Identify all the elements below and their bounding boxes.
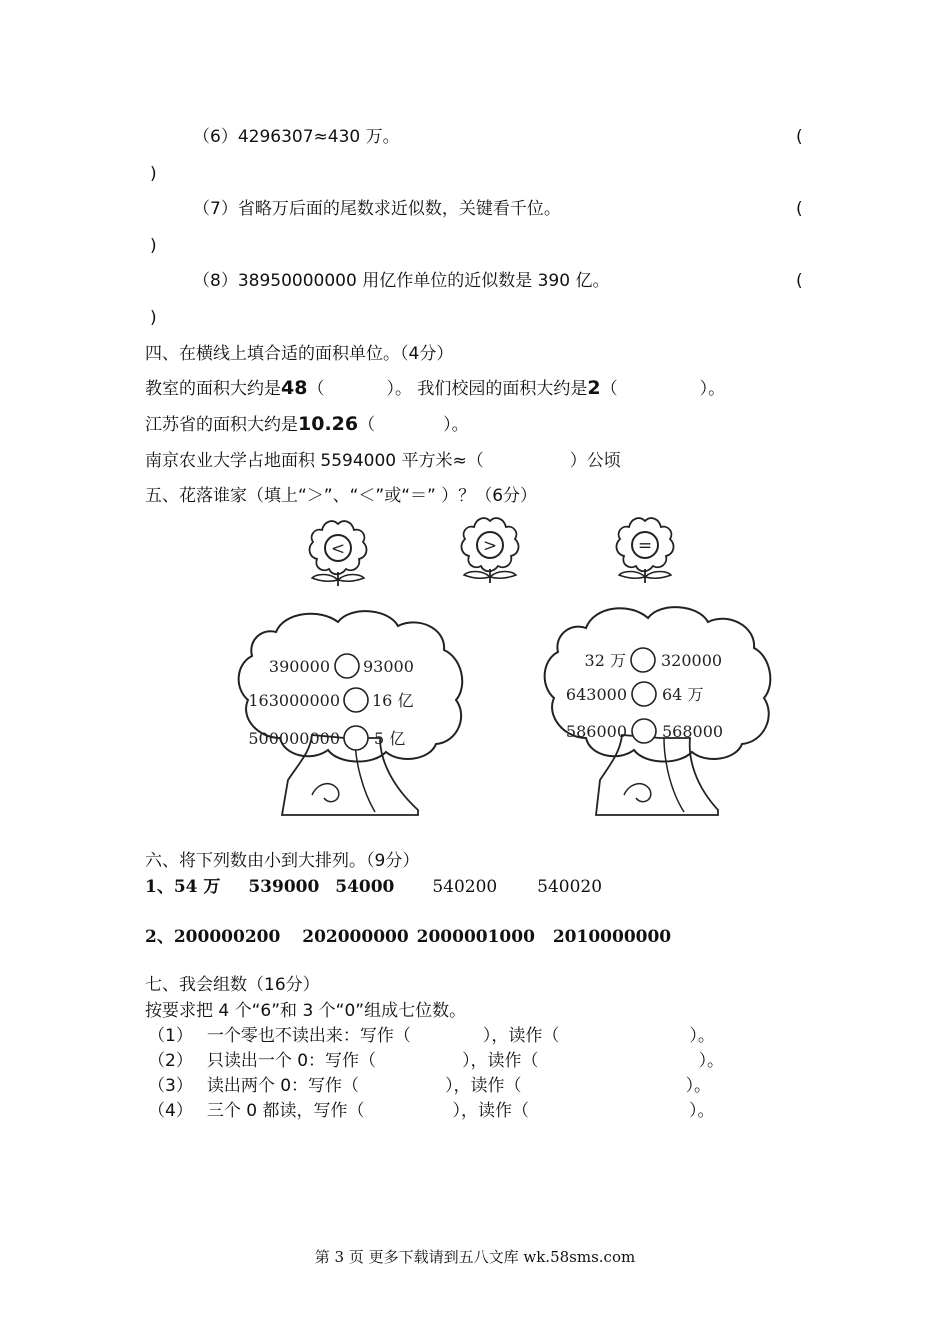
right-compare-3-circle[interactable] (632, 719, 656, 743)
judge-8-open-paren: ( (796, 271, 803, 291)
judge-7-close-paren: ) (150, 236, 157, 256)
jiangsu-text: 江苏省的面积大约是 (145, 415, 298, 435)
order-row-1-num: 540200 (432, 877, 498, 897)
compose-item-3 (148, 1074, 711, 1098)
judge-8-close-paren: ) (150, 308, 157, 328)
right-compare-3-b: 568000 (662, 722, 724, 741)
order-row-2-num: 200000200 (173, 927, 281, 947)
classroom-text: 教室的面积大约是 (145, 379, 281, 399)
section-7-title: 七、我会组数（16分） (145, 975, 320, 995)
left-compare-2-a: 163000000 (248, 691, 340, 710)
item-number: （2） (148, 1051, 193, 1071)
campus-text: ）。 我们校园的面积大约是 (386, 379, 588, 399)
compose-item-2 (148, 1049, 724, 1073)
item-text: 只读出一个 0：写作（ (206, 1051, 377, 1071)
left-compare-1-b: 93000 (363, 657, 414, 676)
right-compare-1-b: 320000 (661, 651, 723, 670)
flower-symbol-equal: = (637, 536, 653, 556)
judge-item-7: （7）省略万后面的尾数求近似数，关键看千位。 (193, 199, 561, 219)
flower-less-than[interactable] (310, 521, 367, 586)
section-6-title: 六、将下列数由小到大排列。（9分） (145, 851, 420, 871)
item-mid: ），读作（ (445, 1076, 522, 1096)
judge-item-6: （6）4296307≈430 万。 (193, 127, 400, 147)
item-end: ）。 (689, 1026, 715, 1046)
item-end: ）。 (698, 1051, 725, 1071)
left-tree (239, 611, 463, 815)
item-number: （4） (148, 1101, 193, 1121)
flower-equal[interactable] (617, 518, 674, 583)
paren-open: （ (358, 415, 376, 435)
order-row-2-label: 2、 (145, 927, 174, 947)
right-tree-trunk (596, 735, 718, 815)
section-4-title: 四、在横线上填合适的面积单位。（4分） (145, 344, 454, 364)
item-text: 一个零也不读出来：写作（ (206, 1026, 411, 1046)
order-row-1-first: 1、54 万 (145, 877, 221, 897)
paren-open: （ (307, 379, 325, 399)
paren-close: ）。 (443, 415, 469, 435)
jiangsu-number: 10.26 (298, 413, 359, 435)
item-mid: ），读作（ (452, 1101, 529, 1121)
paren-open: （ (600, 379, 618, 399)
section-5-title: 五、花落谁家（填上“＞”、“＜”或“＝” ）？（6分） (145, 486, 538, 506)
item-number: （3） (148, 1076, 193, 1096)
judge-6-close-paren: ) (150, 164, 157, 184)
item-number: （1） (148, 1026, 193, 1046)
judge-7-open-paren: ( (796, 199, 803, 219)
item-text: 三个 0 都读，写作（ (206, 1101, 365, 1121)
right-compare-3-a: 586000 (565, 722, 627, 741)
flower-symbol-greater: > (482, 536, 498, 556)
item-end: ）。 (685, 1076, 712, 1096)
page-footer: 第 3 页 更多下载请到五八文库 wk.58sms.com (314, 1248, 636, 1266)
right-compare-1-circle[interactable] (631, 648, 655, 672)
left-compare-2-circle[interactable] (344, 688, 368, 712)
item-mid: ），读作（ (462, 1051, 539, 1071)
right-compare-1-a: 32 万 (584, 651, 626, 670)
right-tree (545, 607, 771, 815)
hectare-text: ）公顷 (569, 451, 621, 471)
order-row-1-num: 539000 (248, 877, 320, 897)
order-row-1-num: 540020 (537, 877, 603, 897)
paren-close: ）。 (699, 379, 726, 399)
left-compare-2-b: 16 亿 (372, 691, 414, 710)
flower-greater-than[interactable] (462, 518, 519, 583)
nanjing-text: 南京农业大学占地面积 5594000 平方米≈（ (145, 451, 484, 471)
classroom-number: 48 (281, 377, 308, 399)
order-row-2-num: 2010000000 (552, 927, 672, 947)
right-compare-2-b: 64 万 (662, 685, 704, 704)
order-row-2-num: 202000000 (302, 927, 409, 947)
campus-number: 2 (587, 377, 601, 399)
item-end: ）。 (688, 1101, 715, 1121)
order-row-2-num: 2000001000 (416, 927, 535, 947)
order-row-1 (145, 875, 602, 899)
order-row-1-num: 54000 (335, 877, 395, 897)
compose-item-4 (148, 1099, 714, 1123)
right-compare-2-a: 643000 (565, 685, 627, 704)
compose-item-1 (148, 1024, 715, 1048)
left-compare-3-circle[interactable] (344, 726, 368, 750)
judge-6-open-paren: ( (796, 127, 803, 147)
order-row-2 (145, 925, 671, 949)
section-7-intro: 按要求把 4 个“6”和 3 个“0”组成七位数。 (145, 1001, 467, 1021)
flower-symbol-less: < (330, 539, 346, 559)
left-compare-3-a: 500000000 (248, 729, 340, 748)
left-compare-1-circle[interactable] (335, 654, 359, 678)
right-compare-2-circle[interactable] (632, 682, 656, 706)
judge-item-8: （8）38950000000 用亿作单位的近似数是 390 亿。 (193, 271, 610, 291)
item-mid: ），读作（ (482, 1026, 560, 1046)
left-compare-1-a: 390000 (268, 657, 330, 676)
left-compare-3-b: 5 亿 (374, 729, 406, 748)
item-text: 读出两个 0：写作（ (206, 1076, 360, 1096)
